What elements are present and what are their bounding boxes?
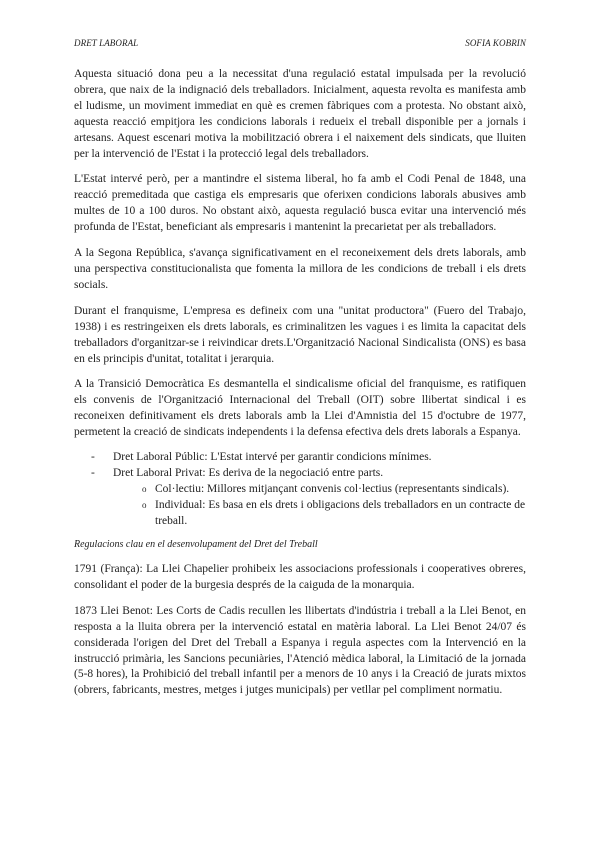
dash-bullet: -: [91, 451, 95, 464]
list-item: [91, 449, 526, 465]
list-item: [91, 465, 526, 529]
paragraph-llei-benot: 1873 Llei Benot: Les Corts de Cadis recullen les llibertats d'indústria i treball a la Llei Benot, en resposta a la lluita obrera per la intervenció estatal en matèria laboral. La Llei Benot 24/07 és considerada l'origen del Dret del Treball a Espanya i regula aspectes com la Intervenció en la instrucció primària, les Sancions pecuniàries, l'Atenció mèdica laboral, la Limitació de la jornada (5-8 hores), la Prohibició del treball infantil per a menors de 10 anys i la Creació de jurats mixtos (obrers, fabricants, mestres, metges i jutges municipals) per vetllar pel compliment normatiu.: [74, 604, 526, 697]
paragraph-franquisme: Durant el franquisme, L'empresa es defineix com una "unitat productora" (Fuero del Trabajo, 1938) i es restringeixen els drets laborals, es criminalitzen les vagues i es limita la capacitat dels treballadors d'organitzar-se i reivindicar drets.L'Organització Nacional Sindicalista (ONS) es basa en els principis d'unitat, totalitat i jerarquia.: [74, 304, 526, 365]
circle-bullet: o: [142, 484, 147, 495]
circle-bullet: o: [142, 500, 147, 511]
paragraph-transicio: A la Transició Democràtica Es desmantella el sindicalisme oficial del franquisme, es ratifiquen els convenis de l'Organització Internacional del Treball (OIT) sobre llibertat sindical i es reconeixen definitivament els drets laborals amb la Llei d'Amnistia del 15 d'octubre de 1977, permetent la creació de sindicats independents i la defensa efectiva dels drets laborals a Espanya.: [74, 378, 526, 439]
dret-laboral-list: [74, 449, 526, 529]
list-item-text: Dret Laboral Públic: L'Estat intervé per garantir condicions mínimes.: [113, 451, 432, 464]
paragraph-obrera-revolution: Aquesta situació dona peu a la necessitat d'una regulació estatal impulsada per la revolució obrera, que naix de la indignació dels treballadors. Inicialment, aquesta revolta es manifesta amb el ludisme, un moviment immediat en què es cremen fàbriques com a protesta. No obstant això, aquesta reacció empitjora les condicions laborals i redueix el treball disponible per a jornals i artesans. Aquest escenari motiva la mobilització obrera i el naixement dels sindicats, que lluiten per la intervenció de l'Estat i la protecció legal dels treballadors.: [74, 68, 526, 160]
list-item-text: Dret Laboral Privat: Es deriva de la negociació entre parts.: [113, 467, 384, 480]
document-body: [74, 67, 526, 709]
paragraph-codi-penal: L'Estat intervé però, per a mantindre el sistema liberal, ho fa amb el Codi Penal de 1848, una reacció premeditada que castiga els empresaris que oferixen condicions laborals abusives amb multes de 10 a 100 duros. No obstant això, aquesta regulació busca evitar una intervenció més profunda de l'Estat, beneficiant als empresaris i mantenint la precarietat per als treballadors.: [74, 173, 526, 234]
header-course-title: DRET LABORAL: [74, 38, 139, 48]
sublist-item: [142, 497, 526, 529]
sublist-item-text: Col·lectiu: Millores mitjançant convenis col·lectius (representants sindicals).: [155, 483, 510, 496]
paragraph-segona-republica: A la Segona República, s'avança significativament en el reconeixement dels drets laborals, amb una perspectiva constitucionalista que fomenta la millora de les condicions de treball i els drets socials.: [74, 247, 526, 291]
paragraph-llei-chapelier: 1791 (França): La Llei Chapelier prohibeix les associacions professionals i cooperatives obreres, consolidant el poder de la burgesia després de la caiguda de la monarquia.: [74, 563, 526, 591]
dret-privat-sublist: [113, 481, 526, 529]
header-author-name: SOFIA KOBRIN: [465, 38, 526, 48]
dash-bullet: -: [91, 467, 95, 480]
sublist-item: [142, 481, 526, 497]
sublist-item-text: Individual: Es basa en els drets i obligacions dels treballadors en un contracte de treball.: [155, 499, 526, 528]
page-header: [74, 38, 526, 52]
section-subtitle: Regulacions clau en el desenvolupament del Dret del Treball: [74, 539, 318, 551]
